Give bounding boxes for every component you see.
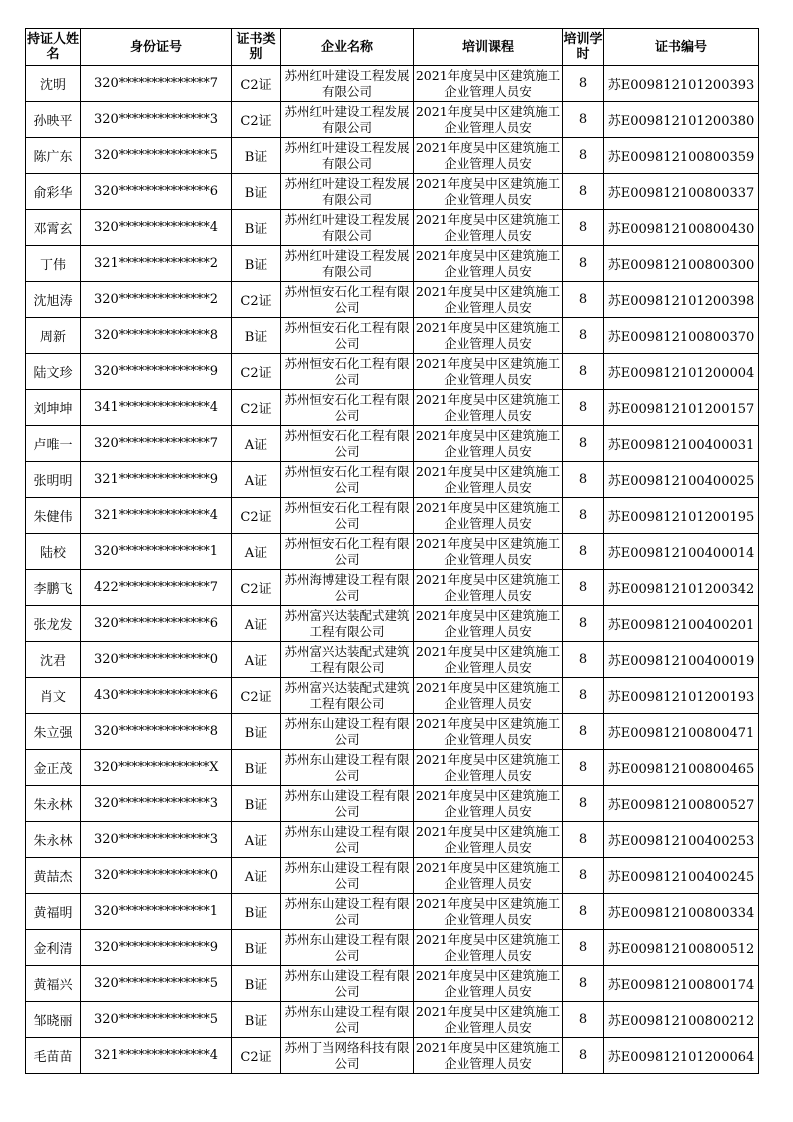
cell-holder-name: 刘坤坤 (26, 390, 81, 426)
cell-holder-name: 陈广东 (26, 138, 81, 174)
cell-company (281, 390, 414, 426)
cell-id-number: 320**************6 (81, 606, 232, 642)
cell-course (414, 822, 563, 858)
cell-company (281, 642, 414, 678)
course-name-text: 2021年度吴中区建筑施工企业管理人员安 (415, 967, 561, 999)
company-name-text: 苏州富兴达装配式建筑工程有限公司 (284, 679, 410, 711)
table-row (26, 282, 759, 318)
cell-holder-name: 黄喆杰 (26, 858, 81, 894)
cell-course (414, 606, 563, 642)
cell-cert-type: A证 (232, 822, 281, 858)
table-row (26, 678, 759, 714)
table-row (26, 354, 759, 390)
cell-cert-number: 苏E009812100800212 (604, 1002, 759, 1038)
cell-holder-name: 金利清 (26, 930, 81, 966)
cell-hours: 8 (563, 678, 604, 714)
cell-cert-type: B证 (232, 1002, 281, 1038)
company-name-text: 苏州富兴达装配式建筑工程有限公司 (284, 607, 410, 639)
cell-id-number: 320**************0 (81, 642, 232, 678)
table-row (26, 894, 759, 930)
cell-id-number: 320**************3 (81, 822, 232, 858)
course-name-text: 2021年度吴中区建筑施工企业管理人员安 (415, 103, 561, 135)
cell-cert-number: 苏E009812100800465 (604, 750, 759, 786)
cell-company (281, 138, 414, 174)
cell-cert-type: B证 (232, 138, 281, 174)
cell-holder-name: 卢唯一 (26, 426, 81, 462)
cell-cert-number: 苏E009812100400201 (604, 606, 759, 642)
company-name-text: 苏州红叶建设工程发展有限公司 (284, 139, 410, 171)
cell-hours: 8 (563, 354, 604, 390)
cell-course (414, 786, 563, 822)
cell-cert-type: A证 (232, 426, 281, 462)
cell-cert-type: C2证 (232, 102, 281, 138)
cell-id-number: 320**************1 (81, 894, 232, 930)
company-name-text: 苏州红叶建设工程发展有限公司 (284, 211, 410, 243)
cell-cert-type: B证 (232, 894, 281, 930)
course-name-text: 2021年度吴中区建筑施工企业管理人员安 (415, 139, 561, 171)
table-row (26, 570, 759, 606)
cell-cert-type: B证 (232, 174, 281, 210)
company-name-text: 苏州东山建设工程有限公司 (284, 751, 410, 783)
cell-company (281, 714, 414, 750)
cell-cert-number: 苏E009812100800359 (604, 138, 759, 174)
table-row (26, 642, 759, 678)
cell-holder-name: 朱永林 (26, 786, 81, 822)
cell-id-number: 320**************7 (81, 66, 232, 102)
table-row (26, 174, 759, 210)
cell-cert-number: 苏E009812100800334 (604, 894, 759, 930)
cell-holder-name: 孙映平 (26, 102, 81, 138)
cell-course (414, 570, 563, 606)
cell-course (414, 210, 563, 246)
cell-course (414, 894, 563, 930)
cell-course (414, 642, 563, 678)
cell-id-number: 320**************5 (81, 1002, 232, 1038)
course-name-text: 2021年度吴中区建筑施工企业管理人员安 (415, 463, 561, 495)
table-row (26, 66, 759, 102)
cell-course (414, 174, 563, 210)
cell-cert-number: 苏E009812101200004 (604, 354, 759, 390)
cell-holder-name: 张明明 (26, 462, 81, 498)
cell-holder-name: 丁伟 (26, 246, 81, 282)
company-name-text: 苏州恒安石化工程有限公司 (284, 283, 410, 315)
cell-course (414, 318, 563, 354)
course-name-text: 2021年度吴中区建筑施工企业管理人员安 (415, 643, 561, 675)
cell-hours: 8 (563, 966, 604, 1002)
cell-hours: 8 (563, 1002, 604, 1038)
cell-cert-number: 苏E009812100400245 (604, 858, 759, 894)
cell-cert-number: 苏E009812101200157 (604, 390, 759, 426)
course-name-text: 2021年度吴中区建筑施工企业管理人员安 (415, 931, 561, 963)
cell-hours: 8 (563, 894, 604, 930)
company-name-text: 苏州红叶建设工程发展有限公司 (284, 67, 410, 99)
cell-cert-type: B证 (232, 966, 281, 1002)
cell-cert-number: 苏E009812101200193 (604, 678, 759, 714)
cell-company (281, 966, 414, 1002)
cell-cert-number: 苏E009812100800370 (604, 318, 759, 354)
table-row (26, 1038, 759, 1074)
cell-id-number: 320**************6 (81, 174, 232, 210)
cell-holder-name: 肖文 (26, 678, 81, 714)
cell-holder-name: 李鹏飞 (26, 570, 81, 606)
company-name-text: 苏州东山建设工程有限公司 (284, 823, 410, 855)
cell-id-number: 320**************0 (81, 858, 232, 894)
cell-company (281, 66, 414, 102)
cell-holder-name: 周新 (26, 318, 81, 354)
cell-course (414, 102, 563, 138)
cell-cert-number: 苏E009812100400019 (604, 642, 759, 678)
cell-hours: 8 (563, 570, 604, 606)
cell-cert-number: 苏E009812101200195 (604, 498, 759, 534)
header-company: 企业名称 (281, 29, 414, 66)
company-name-text: 苏州恒安石化工程有限公司 (284, 355, 410, 387)
cell-company (281, 534, 414, 570)
cell-id-number: 320**************9 (81, 930, 232, 966)
cell-company (281, 102, 414, 138)
cell-cert-type: A证 (232, 606, 281, 642)
cell-id-number: 320**************4 (81, 210, 232, 246)
cell-cert-type: C2证 (232, 66, 281, 102)
company-name-text: 苏州红叶建设工程发展有限公司 (284, 103, 410, 135)
cell-holder-name: 沈明 (26, 66, 81, 102)
cell-course (414, 390, 563, 426)
course-name-text: 2021年度吴中区建筑施工企业管理人员安 (415, 535, 561, 567)
cell-cert-number: 苏E009812101200398 (604, 282, 759, 318)
cell-holder-name: 朱永林 (26, 822, 81, 858)
table-row (26, 498, 759, 534)
cell-course (414, 138, 563, 174)
table-row (26, 246, 759, 282)
cell-cert-number: 苏E009812100800337 (604, 174, 759, 210)
table-row (26, 318, 759, 354)
cell-id-number: 320**************7 (81, 426, 232, 462)
cell-cert-type: A证 (232, 462, 281, 498)
table-row (26, 390, 759, 426)
cell-id-number: 320**************8 (81, 714, 232, 750)
cell-holder-name: 张龙发 (26, 606, 81, 642)
cell-id-number: 321**************4 (81, 1038, 232, 1074)
cell-id-number: 320**************3 (81, 786, 232, 822)
cell-holder-name: 邓霄玄 (26, 210, 81, 246)
cell-hours: 8 (563, 858, 604, 894)
cell-hours: 8 (563, 534, 604, 570)
cell-hours: 8 (563, 426, 604, 462)
cell-course (414, 678, 563, 714)
table-row (26, 102, 759, 138)
course-name-text: 2021年度吴中区建筑施工企业管理人员安 (415, 247, 561, 279)
cell-course (414, 534, 563, 570)
cell-hours: 8 (563, 210, 604, 246)
cell-id-number: 430**************6 (81, 678, 232, 714)
cell-hours: 8 (563, 174, 604, 210)
company-name-text: 苏州东山建设工程有限公司 (284, 1003, 410, 1035)
cell-course (414, 930, 563, 966)
cell-company (281, 750, 414, 786)
table-row (26, 534, 759, 570)
cell-company (281, 786, 414, 822)
cell-hours: 8 (563, 714, 604, 750)
course-name-text: 2021年度吴中区建筑施工企业管理人员安 (415, 571, 561, 603)
cell-cert-number: 苏E009812100400253 (604, 822, 759, 858)
cell-holder-name: 金正茂 (26, 750, 81, 786)
cell-hours: 8 (563, 66, 604, 102)
company-name-text: 苏州恒安石化工程有限公司 (284, 427, 410, 459)
course-name-text: 2021年度吴中区建筑施工企业管理人员安 (415, 355, 561, 387)
course-name-text: 2021年度吴中区建筑施工企业管理人员安 (415, 319, 561, 351)
company-name-text: 苏州东山建设工程有限公司 (284, 931, 410, 963)
course-name-text: 2021年度吴中区建筑施工企业管理人员安 (415, 391, 561, 423)
cell-hours: 8 (563, 606, 604, 642)
cell-hours: 8 (563, 786, 604, 822)
table-row (26, 606, 759, 642)
cell-holder-name: 黄福兴 (26, 966, 81, 1002)
cell-cert-type: A证 (232, 534, 281, 570)
cell-id-number: 321**************4 (81, 498, 232, 534)
course-name-text: 2021年度吴中区建筑施工企业管理人员安 (415, 1039, 561, 1071)
header-holder-name: 持证人姓名 (26, 29, 81, 66)
course-name-text: 2021年度吴中区建筑施工企业管理人员安 (415, 859, 561, 891)
cell-cert-type: B证 (232, 786, 281, 822)
cell-cert-type: B证 (232, 714, 281, 750)
cell-holder-name: 黄福明 (26, 894, 81, 930)
cell-course (414, 66, 563, 102)
cell-company (281, 174, 414, 210)
course-name-text: 2021年度吴中区建筑施工企业管理人员安 (415, 67, 561, 99)
cell-course (414, 498, 563, 534)
table-row (26, 930, 759, 966)
company-name-text: 苏州红叶建设工程发展有限公司 (284, 175, 410, 207)
cell-company (281, 822, 414, 858)
cell-cert-type: C2证 (232, 678, 281, 714)
course-name-text: 2021年度吴中区建筑施工企业管理人员安 (415, 787, 561, 819)
cell-cert-type: C2证 (232, 390, 281, 426)
company-name-text: 苏州恒安石化工程有限公司 (284, 535, 410, 567)
cell-company (281, 894, 414, 930)
cell-cert-number: 苏E009812100400025 (604, 462, 759, 498)
company-name-text: 苏州恒安石化工程有限公司 (284, 319, 410, 351)
table-row (26, 462, 759, 498)
cell-cert-number: 苏E009812101200342 (604, 570, 759, 606)
cell-hours: 8 (563, 750, 604, 786)
cell-hours: 8 (563, 498, 604, 534)
cell-company (281, 282, 414, 318)
cell-cert-number: 苏E009812101200380 (604, 102, 759, 138)
cell-cert-type: B证 (232, 930, 281, 966)
cell-id-number: 320**************2 (81, 282, 232, 318)
cell-course (414, 966, 563, 1002)
table-row (26, 786, 759, 822)
cell-cert-number: 苏E009812101200393 (604, 66, 759, 102)
course-name-text: 2021年度吴中区建筑施工企业管理人员安 (415, 715, 561, 747)
cell-cert-type: A证 (232, 642, 281, 678)
cell-course (414, 462, 563, 498)
cell-hours: 8 (563, 930, 604, 966)
table-row (26, 966, 759, 1002)
cell-id-number: 320**************5 (81, 138, 232, 174)
cell-hours: 8 (563, 462, 604, 498)
table-row (26, 858, 759, 894)
course-name-text: 2021年度吴中区建筑施工企业管理人员安 (415, 175, 561, 207)
company-name-text: 苏州东山建设工程有限公司 (284, 715, 410, 747)
cell-company (281, 426, 414, 462)
cell-holder-name: 毛苗苗 (26, 1038, 81, 1074)
cell-hours: 8 (563, 822, 604, 858)
course-name-text: 2021年度吴中区建筑施工企业管理人员安 (415, 427, 561, 459)
cell-cert-number: 苏E009812100800471 (604, 714, 759, 750)
cell-id-number: 422**************7 (81, 570, 232, 606)
cell-company (281, 318, 414, 354)
cell-course (414, 858, 563, 894)
cell-hours: 8 (563, 642, 604, 678)
cell-id-number: 341**************4 (81, 390, 232, 426)
table-row (26, 210, 759, 246)
company-name-text: 苏州海博建设工程有限公司 (284, 571, 410, 603)
cell-company (281, 210, 414, 246)
cell-company (281, 678, 414, 714)
table-header-row (26, 29, 759, 66)
cell-company (281, 930, 414, 966)
table-row (26, 714, 759, 750)
cell-course (414, 750, 563, 786)
cell-company (281, 606, 414, 642)
cell-holder-name: 俞彩华 (26, 174, 81, 210)
cell-hours: 8 (563, 390, 604, 426)
cell-holder-name: 沈旭涛 (26, 282, 81, 318)
cell-cert-number: 苏E009812100800174 (604, 966, 759, 1002)
cell-cert-number: 苏E009812100400014 (604, 534, 759, 570)
cell-id-number: 320**************3 (81, 102, 232, 138)
table-row (26, 750, 759, 786)
cell-course (414, 714, 563, 750)
course-name-text: 2021年度吴中区建筑施工企业管理人员安 (415, 1003, 561, 1035)
cell-cert-type: B证 (232, 318, 281, 354)
course-name-text: 2021年度吴中区建筑施工企业管理人员安 (415, 679, 561, 711)
course-name-text: 2021年度吴中区建筑施工企业管理人员安 (415, 823, 561, 855)
header-id-number: 身份证号 (81, 29, 232, 66)
cell-cert-type: B证 (232, 210, 281, 246)
header-cert-type: 证书类别 (232, 29, 281, 66)
cell-company (281, 462, 414, 498)
cell-cert-number: 苏E009812100800430 (604, 210, 759, 246)
cell-id-number: 320**************8 (81, 318, 232, 354)
cell-holder-name: 陆文珍 (26, 354, 81, 390)
cell-hours: 8 (563, 282, 604, 318)
certificate-table (25, 28, 759, 1074)
cell-cert-type: B证 (232, 246, 281, 282)
header-course: 培训课程 (414, 29, 563, 66)
cell-cert-number: 苏E009812100400031 (604, 426, 759, 462)
cell-id-number: 320**************X (81, 750, 232, 786)
cell-cert-type: C2证 (232, 354, 281, 390)
cell-hours: 8 (563, 318, 604, 354)
cell-cert-type: C2证 (232, 1038, 281, 1074)
cell-id-number: 321**************2 (81, 246, 232, 282)
table-row (26, 1002, 759, 1038)
cell-course (414, 1002, 563, 1038)
header-hours: 培训学时 (563, 29, 604, 66)
cell-cert-number: 苏E009812100800527 (604, 786, 759, 822)
course-name-text: 2021年度吴中区建筑施工企业管理人员安 (415, 499, 561, 531)
cell-company (281, 354, 414, 390)
cell-course (414, 426, 563, 462)
cell-cert-type: B证 (232, 750, 281, 786)
course-name-text: 2021年度吴中区建筑施工企业管理人员安 (415, 211, 561, 243)
cell-course (414, 282, 563, 318)
company-name-text: 苏州东山建设工程有限公司 (284, 859, 410, 891)
company-name-text: 苏州恒安石化工程有限公司 (284, 499, 410, 531)
company-name-text: 苏州东山建设工程有限公司 (284, 895, 410, 927)
cell-holder-name: 朱立强 (26, 714, 81, 750)
cell-cert-number: 苏E009812100800512 (604, 930, 759, 966)
cell-course (414, 1038, 563, 1074)
cell-hours: 8 (563, 138, 604, 174)
cell-id-number: 320**************1 (81, 534, 232, 570)
cell-holder-name: 沈君 (26, 642, 81, 678)
course-name-text: 2021年度吴中区建筑施工企业管理人员安 (415, 751, 561, 783)
cell-id-number: 321**************9 (81, 462, 232, 498)
cell-id-number: 320**************5 (81, 966, 232, 1002)
cell-course (414, 246, 563, 282)
course-name-text: 2021年度吴中区建筑施工企业管理人员安 (415, 895, 561, 927)
company-name-text: 苏州红叶建设工程发展有限公司 (284, 247, 410, 279)
company-name-text: 苏州恒安石化工程有限公司 (284, 391, 410, 423)
header-cert-number: 证书编号 (604, 29, 759, 66)
cell-cert-number: 苏E009812100800300 (604, 246, 759, 282)
cell-holder-name: 邹晓丽 (26, 1002, 81, 1038)
company-name-text: 苏州丁当网络科技有限公司 (284, 1039, 410, 1071)
company-name-text: 苏州恒安石化工程有限公司 (284, 463, 410, 495)
cell-id-number: 320**************9 (81, 354, 232, 390)
cell-cert-type: C2证 (232, 282, 281, 318)
cell-company (281, 246, 414, 282)
cell-holder-name: 陆校 (26, 534, 81, 570)
company-name-text: 苏州东山建设工程有限公司 (284, 967, 410, 999)
cell-course (414, 354, 563, 390)
cell-company (281, 570, 414, 606)
cell-company (281, 858, 414, 894)
cell-hours: 8 (563, 102, 604, 138)
table-row (26, 426, 759, 462)
cell-holder-name: 朱健伟 (26, 498, 81, 534)
cell-company (281, 1002, 414, 1038)
table-row (26, 138, 759, 174)
cell-hours: 8 (563, 246, 604, 282)
company-name-text: 苏州东山建设工程有限公司 (284, 787, 410, 819)
cell-cert-number: 苏E009812101200064 (604, 1038, 759, 1074)
company-name-text: 苏州富兴达装配式建筑工程有限公司 (284, 643, 410, 675)
course-name-text: 2021年度吴中区建筑施工企业管理人员安 (415, 607, 561, 639)
cell-hours: 8 (563, 1038, 604, 1074)
cell-cert-type: C2证 (232, 570, 281, 606)
cell-cert-type: C2证 (232, 498, 281, 534)
cell-cert-type: A证 (232, 858, 281, 894)
course-name-text: 2021年度吴中区建筑施工企业管理人员安 (415, 283, 561, 315)
cell-company (281, 1038, 414, 1074)
cell-company (281, 498, 414, 534)
table-row (26, 822, 759, 858)
